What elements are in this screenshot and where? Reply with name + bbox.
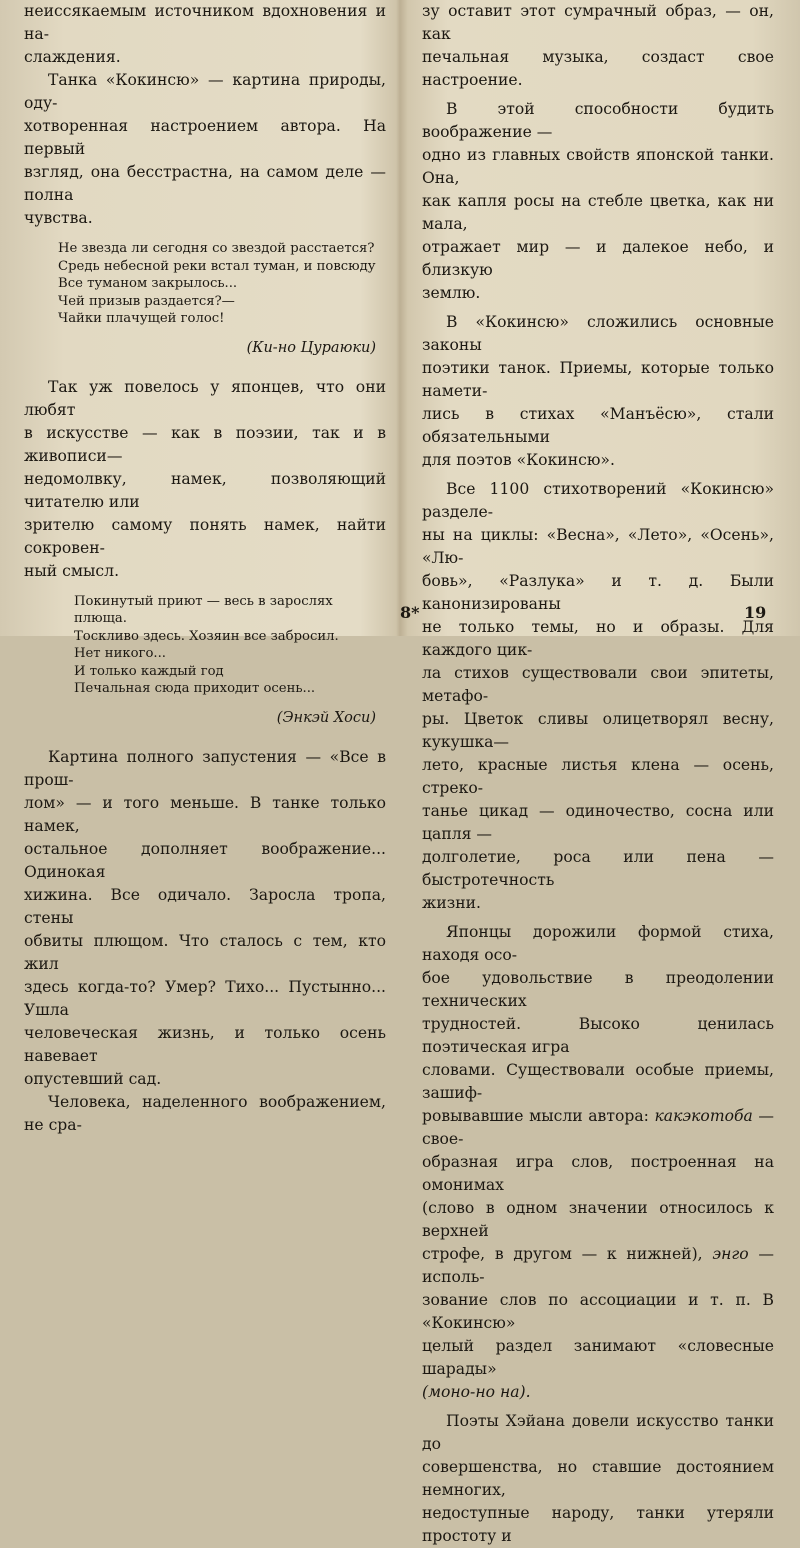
term-engo: энго — [712, 1245, 749, 1263]
right-page — [422, 0, 774, 1545]
left-para-2: Танка «Кокинсю» — картина природы, оду- хотворенная настроением автора. На первый взгляд, она бесстрастна, на самом деле — полна чувства. — [24, 71, 386, 227]
left-page — [24, 0, 386, 1134]
right-para-5: Японцы дорожили формой стиха, находя осо- бое удовольствие в преодолении технических трудностей. Высоко ценилась поэтическая игра словами. Существовали особые приемы, зашиф- ровывавшие мысли автора: какэкотоба — свое- образная игра слов, построенная на омонимах (слово в одном значении относилось к верхней строфе, в другом — к нижней), энго — исполь- зование слов по ассоциации и т. п. В «Кокинсю» целый раздел занимают «словесные шарады» (моно-но на). — [422, 923, 774, 1401]
left-para-4-wrap — [24, 746, 386, 1137]
poem-2-author: (Энкэй Хоси) — [276, 709, 376, 726]
left-page-number: 8* — [400, 603, 420, 622]
poem-2: Покинутый приют — весь в зарослях плюща. Тоскливо здесь. Хозяин все забросил. Нет никого... И только каждый год Печальная сюда приходит осень... — [74, 593, 339, 696]
right-para-3: В «Кокинсю» сложились основные законы поэтики танок. Приемы, которые только намети- лись в стихах «Манъёсю», стали обязательными для поэтов «Кокинсю». — [422, 313, 774, 469]
right-para-6: Поэты Хэйана довели искусство танки до совершенства, но ставшие достоянием немногих, недоступные народу, танки утеряли простоту и — [422, 1412, 774, 1545]
right-page-text — [422, 0, 774, 1548]
term-kakekotoba: какэкотоба — [654, 1107, 753, 1125]
left-para-3: Так уж повелось у японцев, что они любят в искусстве — как в поэзии, так и в живописи— недомолвку, намек, позволяющий читателю или зрителю самому понять намек, найти сокровен- ный смысл. — [24, 377, 386, 580]
left-para-1: неиссякаемым источником вдохновения и на- слаждения. — [24, 2, 386, 66]
left-para-4: Картина полного запустения — «Все в прош- лом» — и того меньше. В танке только намек, остальное дополняет воображение... Одинокая хижина. Все одичало. Заросла тропа, стены обвиты плющом. Что сталось с тем, кто жил здесь когда-то? Умер? Тихо... Пустынно... Ушла человеческая жизнь, и только осень навевает опустевший сад. — [24, 747, 386, 1088]
left-para-5: Человека, наделенного воображением, не сра- — [24, 1092, 386, 1134]
right-para-1: зу оставит этот сумрачный образ, — он, как печальная музыка, создаст свое настроение. — [422, 2, 774, 89]
right-para-2: В этой способности будить воображение — одно из главных свойств японской танки. Она, как капля росы на стебле цветка, как ни мала, отражает мир — и далекое небо, и близкую землю. — [422, 100, 774, 302]
left-page-text — [24, 0, 386, 230]
left-para-3-wrap — [24, 376, 386, 583]
right-para-4: Все 1100 стихотворений «Кокинсю» разделе- ны на циклы: «Весна», «Лето», «Осень», «Лю- бовь», «Разлука» и т. д. Были канонизированы не только темы, но и образы. Для каждого цик- ла стихов существовали свои эпитеты, метафо- ры. Цветок сливы олицетворял весну, кукушка— лето, красные листья клена — осень, стреко- танье цикад — одиночество, сосна или цапля — долголетие, роса или пена — быстротечность жизни. — [422, 480, 774, 912]
poem-1: Не звезда ли сегодня со звездой расстается? Средь небесной реки встал туман, и повсюду Все туманом закрылось... Чей призыв раздается?— Чайки плачущей голос! — [58, 241, 376, 326]
right-page-number: 19 — [744, 603, 767, 622]
term-mono-no-na: (моно-но на). — [422, 1383, 531, 1401]
poem-1-author: (Ки-но Цураюки) — [246, 339, 376, 356]
